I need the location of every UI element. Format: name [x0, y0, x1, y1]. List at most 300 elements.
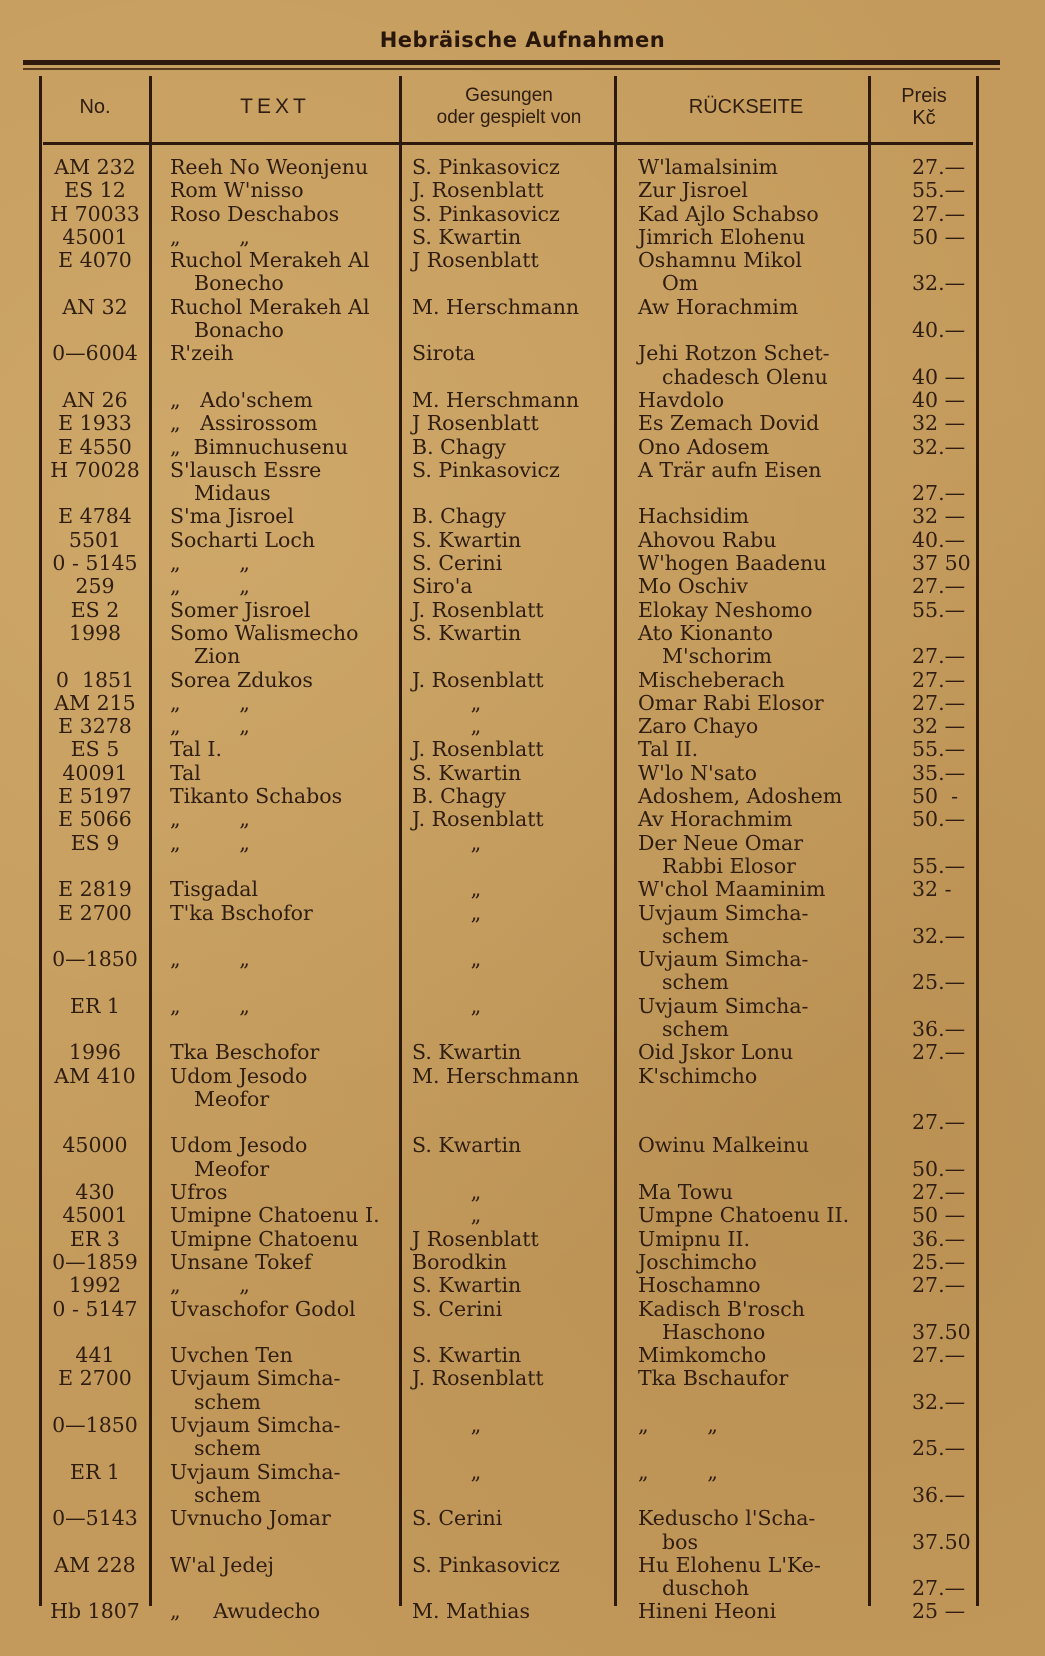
- performer: „: [412, 1180, 482, 1205]
- song-title: Uvjaum Simcha-: [170, 1366, 341, 1391]
- record-number: 5501: [68, 527, 122, 552]
- table-row: [40, 1065, 980, 1135]
- table-row: [40, 529, 980, 552]
- top-rule: [23, 60, 1000, 65]
- record-number: E 4784: [58, 504, 132, 529]
- performer: J. Rosenblatt: [412, 1366, 544, 1391]
- table-row: [40, 505, 980, 528]
- table-row: [40, 902, 980, 949]
- song-title: „ „: [170, 574, 250, 599]
- table-row: [40, 832, 980, 879]
- table-row: [40, 692, 980, 715]
- performer: S. Kwartin: [412, 760, 522, 785]
- reverse-side-title: W'lo N'sato: [638, 760, 758, 785]
- record-number: ER 3: [70, 1226, 120, 1251]
- table-row: [40, 296, 980, 343]
- performer: S. Pinkasovicz: [412, 155, 560, 179]
- reverse-side-title: W'chol Maaminim: [638, 877, 826, 902]
- record-number: E 5197: [58, 784, 132, 809]
- reverse-side-title: Kadisch B'rosch: [638, 1296, 805, 1321]
- reverse-side-title: Owinu Malkeinu: [638, 1133, 810, 1158]
- table-header: [40, 72, 980, 142]
- reverse-side-title: Haschono: [662, 1319, 766, 1344]
- price: 27.—: [912, 667, 966, 692]
- song-title: „ „: [170, 714, 250, 739]
- performer: J Rosenblatt: [412, 248, 539, 273]
- reverse-side-title: Zaro Chayo: [638, 714, 759, 739]
- table-row: [40, 808, 980, 831]
- reverse-side-title: bos: [662, 1529, 698, 1554]
- performer: S. Kwartin: [412, 1133, 522, 1158]
- song-title: „ „: [170, 224, 250, 249]
- reverse-side-title: W'lamalsinim: [638, 155, 778, 179]
- performer: S. Kwartin: [412, 224, 522, 249]
- performer: S. Kwartin: [412, 1273, 522, 1298]
- performer: M. Herschmann: [412, 387, 580, 412]
- song-title: Midaus: [194, 481, 271, 506]
- price: 27.—: [912, 1180, 966, 1205]
- record-number: 45001: [62, 1203, 128, 1228]
- reverse-side-title: Umpne Chatoenu II.: [638, 1203, 850, 1228]
- record-number: E 5066: [58, 807, 132, 832]
- reverse-side-title: Elokay Neshomo: [638, 597, 813, 622]
- price: 40 —: [912, 387, 966, 412]
- performer: M. Mathias: [412, 1599, 530, 1624]
- price: 27.—: [912, 1576, 966, 1601]
- price: 37.50: [912, 1319, 971, 1344]
- price: 27.—: [912, 644, 966, 669]
- record-number: 430: [75, 1180, 115, 1205]
- table-row: [40, 575, 980, 598]
- record-number: 0 - 5147: [52, 1296, 138, 1321]
- performer: S. Cerini: [412, 1506, 503, 1531]
- reverse-side-title: Hachsidim: [638, 504, 749, 529]
- song-title: „ „: [170, 690, 250, 715]
- header-sung-by-label: Gesungen oder gespielt von: [436, 85, 582, 128]
- record-number: 1996: [68, 1040, 122, 1065]
- reverse-side-title: schem: [662, 1016, 729, 1041]
- song-title: „ „: [170, 1273, 250, 1298]
- table-row: [40, 1274, 980, 1297]
- record-number: AN 26: [62, 387, 128, 412]
- price: 27.—: [912, 1343, 966, 1368]
- record-number: AM 410: [54, 1063, 136, 1088]
- reverse-side-title: Oshamnu Mikol: [638, 248, 802, 273]
- table-row: [40, 1181, 980, 1204]
- record-number: E 2700: [58, 1366, 132, 1391]
- reverse-side-title: Uvjaum Simcha-: [638, 993, 809, 1018]
- table-row: [40, 436, 980, 459]
- table-row: [40, 948, 980, 995]
- song-title: Zion: [194, 644, 241, 669]
- record-number: H 70033: [50, 201, 140, 226]
- record-number: 45001: [62, 224, 128, 249]
- table-row: [40, 995, 980, 1042]
- song-title: Uvchen Ten: [170, 1343, 293, 1368]
- performer: B. Chagy: [412, 784, 506, 809]
- reverse-side-title: Jehi Rotzon Schet-: [638, 341, 830, 366]
- header-price: [874, 72, 974, 142]
- table-row: [40, 552, 980, 575]
- performer: „: [412, 900, 482, 925]
- reverse-side-title: Mo Oschiv: [638, 574, 748, 599]
- table-row: [40, 389, 980, 412]
- price: 36.—: [912, 1226, 966, 1251]
- reverse-side-title: duschoh: [662, 1576, 750, 1601]
- record-number: E 2819: [58, 877, 132, 902]
- song-title: Umipne Chatoenu I.: [170, 1203, 380, 1228]
- price: 27.—: [912, 690, 966, 715]
- reverse-side-title: K'schimcho: [638, 1063, 758, 1088]
- performer: „: [412, 830, 482, 855]
- reverse-side-title: W'hogen Baadenu: [638, 551, 827, 576]
- song-title: Bonacho: [194, 318, 284, 343]
- record-number: 40091: [62, 760, 128, 785]
- price: 35.—: [912, 760, 966, 785]
- record-table: [40, 156, 980, 1624]
- price: 32 —: [912, 714, 966, 739]
- song-title: Socharti Loch: [170, 527, 316, 552]
- price: 27.—: [912, 1040, 966, 1065]
- table-row: [40, 226, 980, 249]
- table-row: [40, 715, 980, 738]
- record-number: AM 215: [54, 690, 136, 715]
- page-title: Hebräische Aufnahmen: [379, 28, 666, 52]
- record-number: ER 1: [70, 993, 120, 1018]
- price: 27.—: [912, 574, 966, 599]
- performer: J. Rosenblatt: [412, 807, 544, 832]
- reverse-side-title: Es Zemach Dovid: [638, 411, 820, 436]
- song-title: Ruchol Merakeh Al: [170, 294, 370, 319]
- reverse-side-title: Hineni Heoni: [638, 1599, 777, 1624]
- record-number: Hb 1807: [50, 1599, 140, 1624]
- record-number: 0—6004: [52, 341, 138, 366]
- table-row: [40, 249, 980, 296]
- reverse-side-title: Av Horachmim: [638, 807, 793, 832]
- performer: „: [412, 1459, 482, 1484]
- header-rule: [43, 142, 973, 145]
- record-number: E 4070: [58, 248, 132, 273]
- record-number: 0—1859: [52, 1249, 138, 1274]
- song-title: Tisgadal: [170, 877, 258, 902]
- performer: B. Chagy: [412, 434, 506, 459]
- reverse-side-title: Jimrich Elohenu: [638, 224, 806, 249]
- song-title: R'zeih: [170, 341, 234, 366]
- performer: „: [412, 993, 482, 1018]
- song-title: „ Ado'schem: [170, 387, 313, 412]
- song-title: Tal I.: [170, 737, 222, 762]
- price: 25 —: [912, 1599, 966, 1624]
- record-number: AM 228: [54, 1552, 136, 1577]
- song-title: „ Bimnuchusenu: [170, 434, 349, 459]
- reverse-side-title: Ahovou Rabu: [638, 527, 777, 552]
- song-title: „ „: [170, 830, 250, 855]
- song-title: Somo Walismecho: [170, 620, 359, 645]
- price: 40 —: [912, 364, 966, 389]
- song-title: Rom W'nisso: [170, 178, 304, 203]
- table-row: [40, 1228, 980, 1251]
- table-row: [40, 785, 980, 808]
- record-number: 45000: [62, 1133, 128, 1158]
- table-row: [40, 342, 980, 389]
- reverse-side-title: Uvjaum Simcha-: [638, 947, 809, 972]
- reverse-side-title: Kad Ajlo Schabso: [638, 201, 819, 226]
- performer: J. Rosenblatt: [412, 597, 544, 622]
- record-number: 1998: [68, 620, 122, 645]
- song-title: „ „: [170, 551, 250, 576]
- song-title: „ Assirossom: [170, 411, 318, 436]
- reverse-side-title: Hoschamno: [638, 1273, 761, 1298]
- header-no: No.: [79, 96, 111, 118]
- record-number: 0—1850: [52, 947, 138, 972]
- performer: „: [412, 947, 482, 972]
- price: 37 50: [912, 551, 971, 576]
- reverse-side-title: Om: [662, 271, 699, 296]
- record-number: E 1933: [58, 411, 132, 436]
- price: 40.—: [912, 527, 966, 552]
- song-title: „ „: [170, 807, 250, 832]
- song-title: Ruchol Merakeh Al: [170, 248, 370, 273]
- table-row: [40, 1204, 980, 1227]
- reverse-side-title: Rabbi Elosor: [662, 853, 796, 878]
- price: 25.—: [912, 970, 966, 995]
- song-title: Uvjaum Simcha-: [170, 1413, 341, 1438]
- song-title: Udom Jesodo: [170, 1063, 308, 1088]
- price: 27.—: [912, 1110, 966, 1135]
- reverse-side-title: Mimkomcho: [638, 1343, 767, 1368]
- performer: B. Chagy: [412, 504, 506, 529]
- song-title: Ufros: [170, 1180, 228, 1205]
- performer: S. Pinkasovicz: [412, 1552, 560, 1577]
- performer: J Rosenblatt: [412, 411, 539, 436]
- song-title: Tikanto Schabos: [170, 784, 343, 809]
- price: 36.—: [912, 1016, 966, 1041]
- reverse-side-title: M'schorim: [662, 644, 772, 669]
- table-row: [40, 1461, 980, 1508]
- song-title: „ „: [170, 993, 250, 1018]
- table-row: [40, 669, 980, 692]
- reverse-side-title: schem: [662, 923, 729, 948]
- table-row: [40, 622, 980, 669]
- table-row: [40, 1251, 980, 1274]
- performer: S. Kwartin: [412, 1040, 522, 1065]
- song-title: Bonecho: [194, 271, 284, 296]
- record-number: 0—1850: [52, 1413, 138, 1438]
- reverse-side-title: A Trär aufn Eisen: [638, 457, 822, 482]
- record-number: AM 232: [54, 155, 136, 179]
- price: 27.—: [912, 1273, 966, 1298]
- reverse-side-title: Havdolo: [638, 387, 725, 412]
- header-price-label: Preis Kč: [901, 85, 947, 129]
- song-title: S'ma Jisroel: [170, 504, 294, 529]
- reverse-side-title: Hu Elohenu L'Ke-: [638, 1552, 821, 1577]
- performer: S. Cerini: [412, 551, 503, 576]
- reverse-side-title: Adoshem, Adoshem: [638, 784, 843, 809]
- reverse-side-title: „ „: [638, 1459, 718, 1484]
- performer: Sirota: [412, 341, 476, 366]
- table-row: [40, 156, 980, 179]
- price: 32.—: [912, 434, 966, 459]
- top-rule-thin: [23, 68, 1000, 70]
- record-number: 441: [75, 1343, 115, 1368]
- reverse-side-title: Tka Bschaufor: [638, 1366, 789, 1391]
- song-title: T'ka Bschofor: [170, 900, 313, 925]
- reverse-side-title: Oid Jskor Lonu: [638, 1040, 794, 1065]
- price: 40.—: [912, 318, 966, 343]
- price: 55.—: [912, 737, 966, 762]
- record-number: 1992: [68, 1273, 122, 1298]
- song-title: Sorea Zdukos: [170, 667, 313, 692]
- song-title: Somer Jisroel: [170, 597, 311, 622]
- performer: „: [412, 877, 482, 902]
- table-row: [40, 1134, 980, 1181]
- reverse-side-title: Keduscho l'Scha-: [638, 1506, 816, 1531]
- table-row: [40, 203, 980, 226]
- table-row: [40, 599, 980, 622]
- reverse-side-title: Tal II.: [638, 737, 699, 762]
- record-number: E 4550: [58, 434, 132, 459]
- table-row: [40, 1041, 980, 1064]
- song-title: Uvnucho Jomar: [170, 1506, 331, 1531]
- performer: J. Rosenblatt: [412, 667, 544, 692]
- song-title: schem: [194, 1482, 261, 1507]
- performer: J. Rosenblatt: [412, 178, 544, 203]
- song-title: S'lausch Essre: [170, 457, 322, 482]
- price: 27.—: [912, 201, 966, 226]
- record-number: 259: [75, 574, 115, 599]
- price: 32 -: [912, 877, 952, 902]
- table-row: [40, 878, 980, 901]
- song-title: Tka Beschofor: [170, 1040, 320, 1065]
- price: 25.—: [912, 1436, 966, 1461]
- performer: Siro'a: [412, 574, 473, 599]
- performer: S. Kwartin: [412, 1343, 522, 1368]
- table-row: [40, 738, 980, 761]
- song-title: Roso Deschabos: [170, 201, 340, 226]
- header-sung-by: [400, 72, 618, 142]
- performer: M. Herschmann: [412, 294, 580, 319]
- record-number: ES 2: [70, 597, 120, 622]
- song-title: Uvaschofor Godol: [170, 1296, 356, 1321]
- price: 27.—: [912, 481, 966, 506]
- performer: J. Rosenblatt: [412, 737, 544, 762]
- performer: Borodkin: [412, 1249, 507, 1274]
- reverse-side-title: Mischeberach: [638, 667, 785, 692]
- price: 55.—: [912, 853, 966, 878]
- table-row: [40, 459, 980, 506]
- performer: S. Pinkasovicz: [412, 201, 560, 226]
- record-number: E 2700: [58, 900, 132, 925]
- price: 32.—: [912, 271, 966, 296]
- song-title: „ Awudecho: [170, 1599, 321, 1624]
- record-number: 0 - 5145: [52, 551, 138, 576]
- reverse-side-title: Ato Kionanto: [638, 620, 773, 645]
- reverse-side-title: chadesch Olenu: [662, 364, 828, 389]
- price: 32 —: [912, 411, 966, 436]
- header-reverse: RÜCKSEITE: [688, 96, 804, 118]
- reverse-side-title: Der Neue Omar: [638, 830, 804, 855]
- record-number: AN 32: [62, 294, 128, 319]
- song-title: Unsane Tokef: [170, 1249, 312, 1274]
- song-title: schem: [194, 1389, 261, 1414]
- performer: „: [412, 714, 482, 739]
- record-number: 0 1851: [55, 667, 135, 692]
- price: 50.—: [912, 1156, 966, 1181]
- performer: M. Herschmann: [412, 1063, 580, 1088]
- record-number: H 70028: [50, 457, 140, 482]
- price: 55.—: [912, 178, 966, 203]
- performer: „: [412, 1413, 482, 1438]
- table-row: [40, 412, 980, 435]
- record-number: ER 1: [70, 1459, 120, 1484]
- song-title: Udom Jesodo: [170, 1133, 308, 1158]
- table-row: [40, 1554, 980, 1601]
- reverse-side-title: schem: [662, 970, 729, 995]
- performer: S. Pinkasovicz: [412, 457, 560, 482]
- table-row: [40, 1344, 980, 1367]
- song-title: schem: [194, 1436, 261, 1461]
- table-row: [40, 1414, 980, 1461]
- table-row: [40, 1367, 980, 1414]
- song-title: Meofor: [194, 1086, 270, 1111]
- price: 55.—: [912, 597, 966, 622]
- performer: „: [412, 1203, 482, 1228]
- reverse-side-title: „ „: [638, 1413, 718, 1438]
- price: 37.50: [912, 1529, 971, 1554]
- table-row: [40, 762, 980, 785]
- performer: S. Kwartin: [412, 527, 522, 552]
- song-title: W'al Jedej: [170, 1552, 274, 1577]
- price: 32 —: [912, 504, 966, 529]
- header-text: TEXT: [240, 95, 310, 118]
- record-number: ES 12: [64, 178, 126, 203]
- performer: S. Kwartin: [412, 620, 522, 645]
- price: 50.—: [912, 807, 966, 832]
- reverse-side-title: Joschimcho: [638, 1249, 757, 1274]
- price: 32.—: [912, 923, 966, 948]
- reverse-side-title: Aw Horachmim: [638, 294, 799, 319]
- song-title: Uvjaum Simcha-: [170, 1459, 341, 1484]
- reverse-side-title: Uvjaum Simcha-: [638, 900, 809, 925]
- price: 32.—: [912, 1389, 966, 1414]
- price: 50 -: [912, 784, 959, 809]
- price: 50 —: [912, 224, 966, 249]
- reverse-side-title: Zur Jisroel: [638, 178, 748, 203]
- table-row: [40, 1600, 980, 1623]
- price: 50 —: [912, 1203, 966, 1228]
- song-title: Reeh No Weonjenu: [170, 155, 369, 179]
- song-title: Tal: [170, 760, 201, 785]
- record-number: ES 9: [70, 830, 120, 855]
- record-number: ES 5: [70, 737, 120, 762]
- song-title: Umipne Chatoenu: [170, 1226, 359, 1251]
- song-title: „ „: [170, 947, 250, 972]
- performer: „: [412, 690, 482, 715]
- song-title: Meofor: [194, 1156, 270, 1181]
- reverse-side-title: Ono Adosem: [638, 434, 770, 459]
- performer: J Rosenblatt: [412, 1226, 539, 1251]
- reverse-side-title: Omar Rabi Elosor: [638, 690, 824, 715]
- record-number: E 3278: [58, 714, 132, 739]
- reverse-side-title: Umipnu II.: [638, 1226, 751, 1251]
- price: 27.—: [912, 155, 966, 179]
- table-row: [40, 1298, 980, 1345]
- table-row: [40, 1507, 980, 1554]
- table-row: [40, 179, 980, 202]
- performer: S. Cerini: [412, 1296, 503, 1321]
- price: 36.—: [912, 1482, 966, 1507]
- price: 25.—: [912, 1249, 966, 1274]
